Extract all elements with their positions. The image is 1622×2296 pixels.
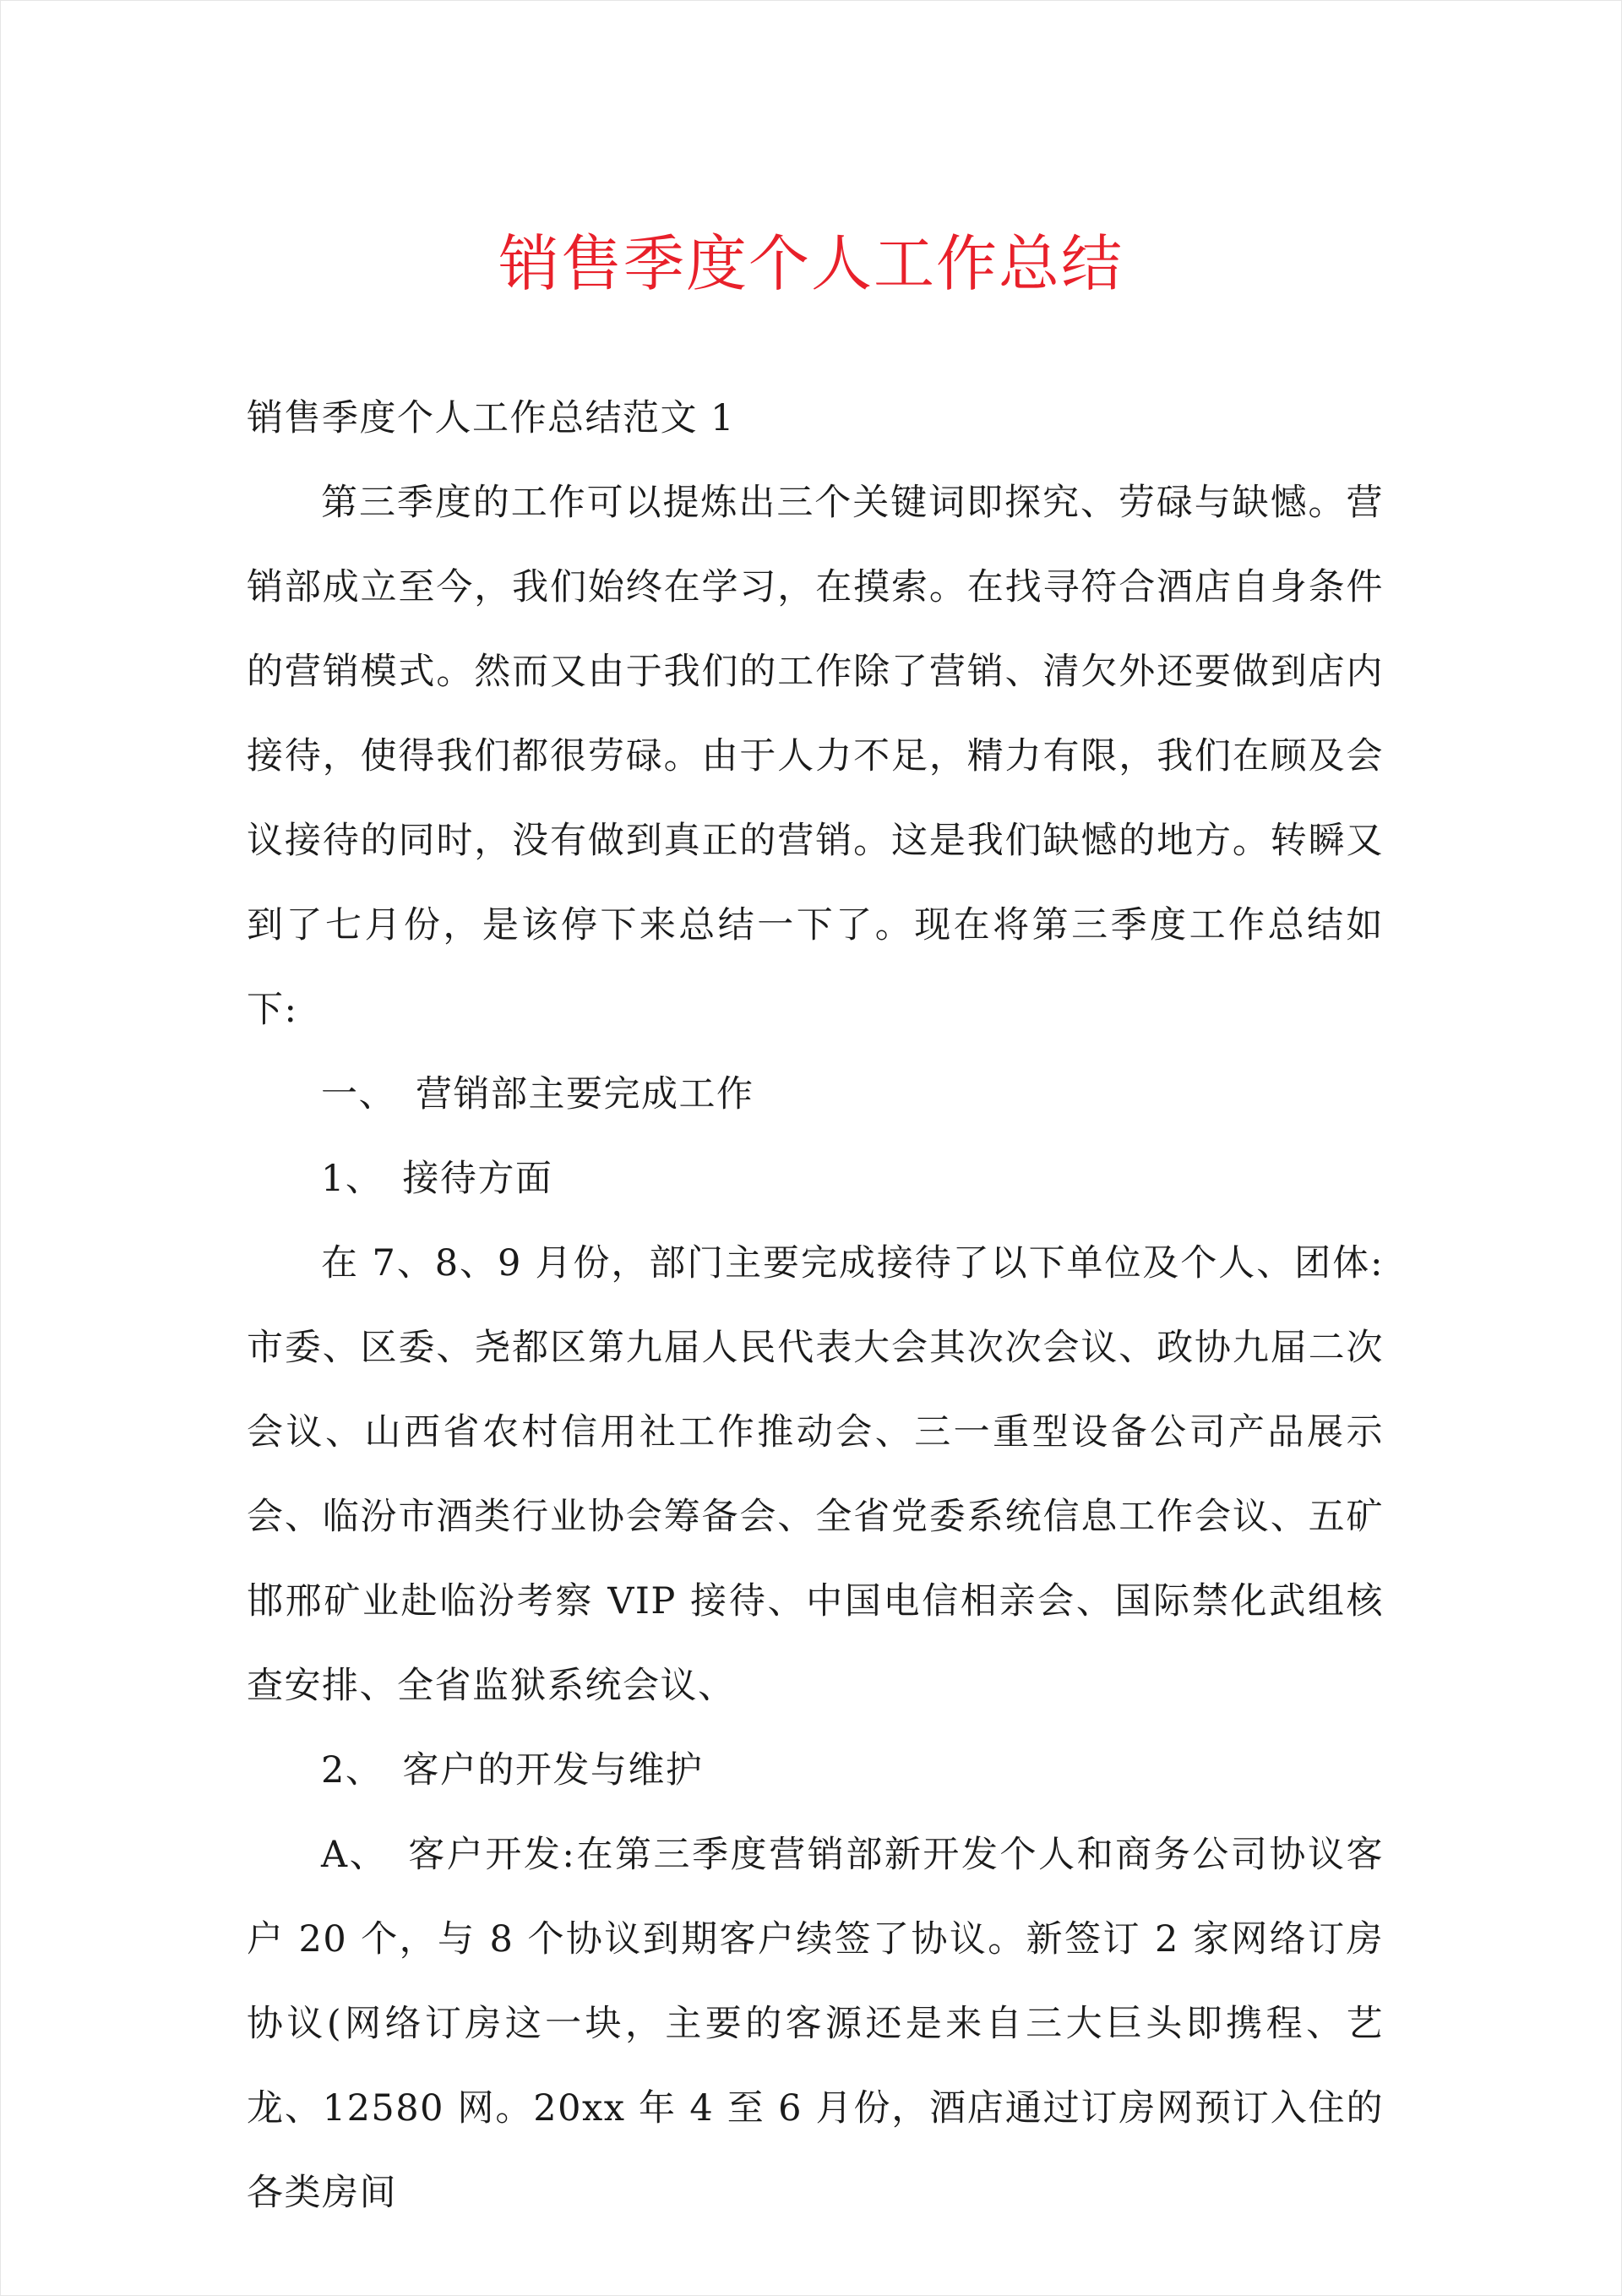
- paragraph-client-development: A、 客户开发:在第三季度营销部新开发个人和商务公司协议客户 20 个，与 8 个协议到期客户续签了协议。新签订 2 家网络订房协议(网络订房这一块，主要的客源还是来自三大巨头即携程、艺龙、12580 网。20xx 年 4 至 6 月份，酒店通过订房网预订入住的各类房间: [247, 1834, 1384, 2214]
- document-subtitle: 销售季度个人工作总结范文 1: [247, 397, 736, 439]
- subsection-heading-1: 1、 接待方面: [321, 1158, 553, 1200]
- section-heading-1: 一、 营销部主要完成工作: [321, 1073, 754, 1115]
- subsection-heading-2: 2、 客户的开发与维护: [321, 1749, 704, 1792]
- document-title: 销售季度个人工作总结: [498, 228, 1124, 299]
- paragraph-reception: 在 7、8、9 月份，部门主要完成接待了以下单位及个人、团体:市委、区委、尧都区第九届人民代表大会其次次会议、政协九届二次会议、山西省农村信用社工作推动会、三一重型设备公司产品展示会、临汾市酒类行业协会筹备会、全省党委系统信息工作会议、五矿邯邢矿业赴临汾考察 VIP 接待、中国电信相亲会、国际禁化武组核查安排、全省监狱系统会议、: [247, 1242, 1384, 1707]
- document-body: [247, 376, 1384, 2235]
- paragraph-intro: 第三季度的工作可以提炼出三个关键词即探究、劳碌与缺憾。营销部成立至今，我们始终在学习，在摸索。在找寻符合酒店自身条件的营销模式。然而又由于我们的工作除了营销、清欠外还要做到店内接待，使得我们都很劳碌。由于人力不足，精力有限，我们在顾及会议接待的同时，没有做到真正的营销。这是我们缺憾的地方。转瞬又到了七月份，是该停下来总结一下了。现在将第三季度工作总结如下:: [247, 482, 1384, 1031]
